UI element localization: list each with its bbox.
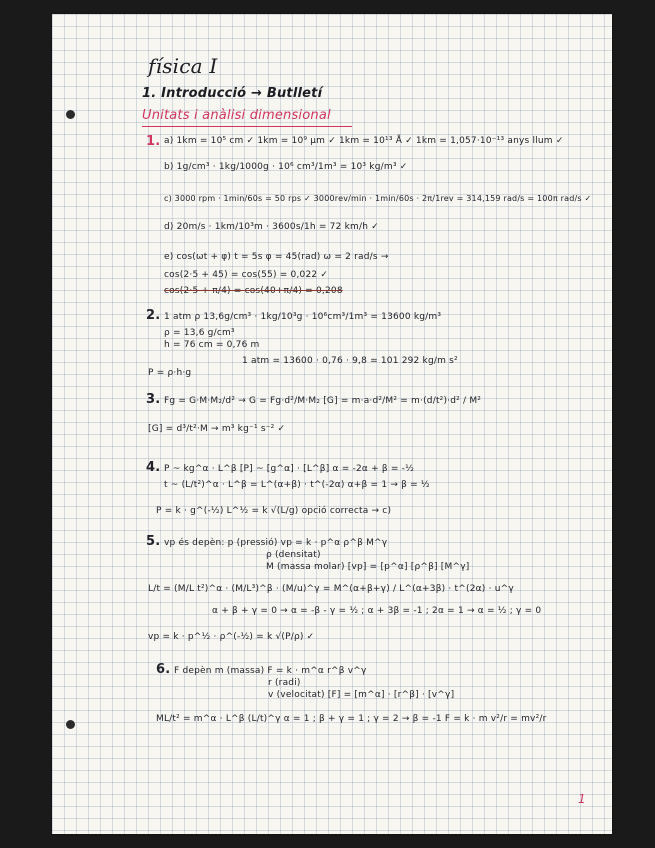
note-line: h = 76 cm = 0,76 m: [164, 340, 260, 350]
note-line: F depèn m (massa) F = k · m^α r^β v^γ: [174, 666, 367, 676]
note-line: cos(2·5 + 45) = cos(55) = 0,022 ✓: [164, 270, 329, 280]
exercise-number: 4.: [146, 460, 161, 475]
note-line: [G] = d³/t²·M → m³ kg⁻¹ s⁻² ✓: [148, 424, 286, 434]
note-line: α + β + γ = 0 → α = -β - γ = ½ ; α + 3β = -1 ; 2α = 1 → α = ½ ; γ = 0: [212, 606, 542, 616]
note-line: P = ρ·h·g: [148, 368, 192, 378]
note-line: 1 atm = 13600 · 0,76 · 9,8 = 101 292 kg/m s²: [242, 356, 458, 366]
note-line: ρ = 13,6 g/cm³: [164, 328, 235, 338]
note-line: M (massa molar) [vp] = [p^α] [ρ^β] [M^γ]: [266, 562, 470, 572]
note-line: a) 1km = 10⁵ cm ✓ 1km = 10⁹ μm ✓ 1km = 10¹³ Å ✓ 1km = 1,057·10⁻¹³ anys llum ✓: [164, 136, 564, 146]
exercise-number: 2.: [146, 308, 161, 323]
note-line: vp = k · p^½ · ρ^(-½) = k √(P/ρ) ✓: [148, 632, 315, 642]
note-line: P ~ kg^α · L^β [P] ~ [g^α] · [L^β] α = -2α + β = -½: [164, 464, 415, 474]
section-heading: 1. Introducció → Butlletí: [142, 86, 323, 101]
exercise-number: 1.: [146, 134, 161, 149]
page-number: 1: [578, 792, 586, 806]
note-line: v (velocitat) [F] = [m^α] · [r^β] · [v^γ]: [268, 690, 455, 700]
note-line: r (radi): [268, 678, 301, 688]
exercise-number: 3.: [146, 392, 161, 407]
note-line: 1 atm ρ 13,6g/cm³ · 1kg/10³g · 10⁶cm³/1m³ = 13600 kg/m³: [164, 312, 442, 322]
exercise-number: 5.: [146, 534, 161, 549]
note-line: d) 20m/s · 1km/10³m · 3600s/1h = 72 km/h ✓: [164, 222, 379, 232]
binder-hole: [66, 110, 75, 119]
page-title: física I: [148, 54, 218, 78]
note-line: vp és depèn: p (pressió) vp = k · p^α ρ^β M^γ: [164, 538, 388, 548]
note-line: t ~ (L/t²)^α · L^β = L^(α+β) · t^(-2α) α+β = 1 → β = ½: [164, 480, 430, 490]
note-line: b) 1g/cm³ · 1kg/1000g · 10⁶ cm³/1m³ = 10³ kg/m³ ✓: [164, 162, 408, 172]
subsection-heading: Unitats i anàlisi dimensional: [142, 108, 331, 123]
note-line: e) cos(ωt + φ) t = 5s φ = 45(rad) ω = 2 rad/s →: [164, 252, 389, 262]
note-line: P = k · g^(-½) L^½ = k √(L/g) opció correcta → c): [156, 506, 392, 516]
subsection-underline: [142, 126, 352, 127]
note-line: c) 3000 rpm · 1min/60s = 50 rps ✓ 3000rev/min · 1min/60s · 2π/1rev = 314,159 rad/s = 100π rad/s ✓: [164, 194, 592, 203]
note-line: L/t = (M/L t²)^α · (M/L³)^β · (M/u)^γ = M^(α+β+γ) / L^(α+3β) · t^(2α) · u^γ: [148, 584, 514, 594]
exercise-number: 6.: [156, 662, 171, 677]
struck-note-line: cos(2·5 + π/4) = cos(40+π/4) = 0,208: [164, 286, 343, 296]
note-line: ML/t² = m^α · L^β (L/t)^γ α = 1 ; β + γ = 1 ; γ = 2 → β = -1 F = k · m v²/r = mv²/r: [156, 714, 547, 724]
note-line: ρ (densitat): [266, 550, 321, 560]
notebook-page: [52, 14, 612, 834]
binder-hole: [66, 720, 75, 729]
note-line: Fg = G·M·M₂/d² → G = Fg·d²/M·M₂ [G] = m·a·d²/M² = m·(d/t²)·d² / M²: [164, 396, 482, 406]
